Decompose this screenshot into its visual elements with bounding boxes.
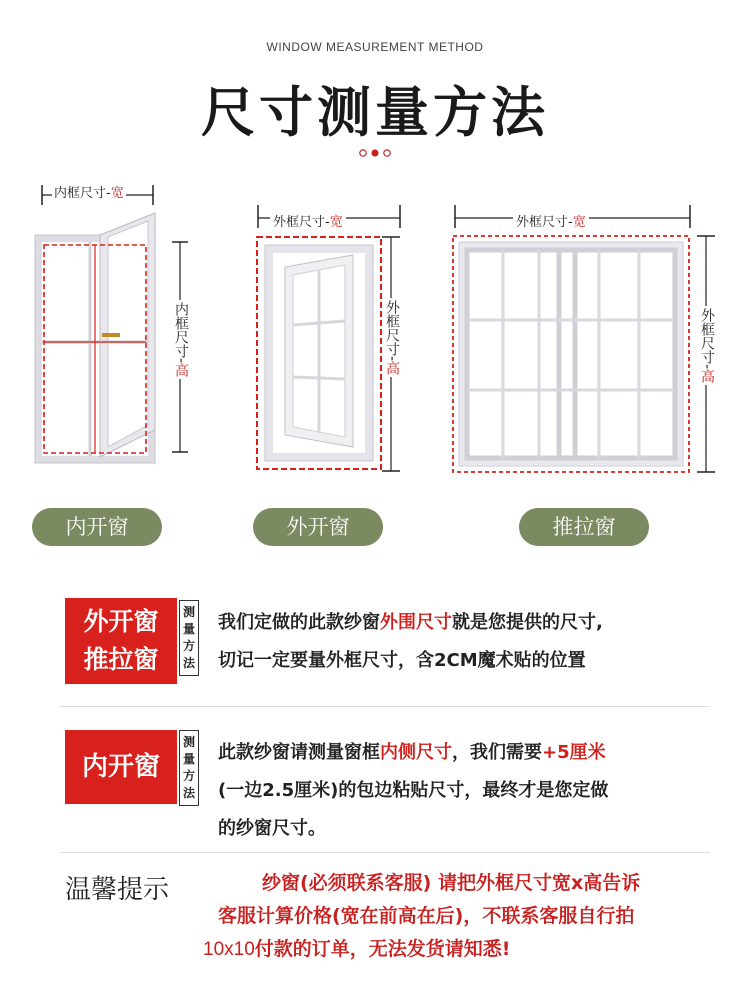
height-label: 外框尺寸-高 [699,308,715,384]
method-1-text: 我们定做的此款纱窗外围尺寸就是您提供的尺寸, 切记一定要量外框尺寸，含2CM魔术贴的位置 [218,612,603,671]
type-pill-inward: 内开窗 [32,508,162,546]
tag-line-2: 推拉窗 [83,645,159,674]
carousel-dots [355,146,395,160]
height-label: 外框尺寸-高 [384,300,400,376]
method-2-text: 此款纱窗请测量窗框内侧尺寸，我们需要+5厘米 (一边2.5厘米)的包边粘贴尺寸，最终才是您定做 的纱窗尺寸。 [218,742,609,839]
dot-1 [360,150,366,156]
width-label: 外框尺寸-宽 [270,211,346,230]
measure-method-tag: 测量方法 [179,730,199,806]
window-diagram-sliding [445,200,735,490]
method-tag-inward: 内开窗 [65,730,177,804]
tip-title: 温馨提示 [65,875,170,905]
tip-line-3: 10x10付款的订单，无法发货请知悉! [203,938,511,960]
divider [60,852,710,853]
inward-window-illustration [30,205,165,465]
measure-method-tag: 测量方法 [179,600,199,676]
height-label: 内框尺寸-高 [173,302,189,378]
page-title: 尺寸测量方法 [201,81,549,144]
tip-line-1: 纱窗(必须联系客服) 请把外框尺寸宽x高告诉 [262,872,641,894]
dot-3 [384,150,390,156]
type-pill-sliding: 推拉窗 [519,508,649,546]
outward-window-illustration [255,235,385,475]
width-label: 外框尺寸-宽 [513,211,589,230]
window-diagram-outward [245,200,435,490]
divider [60,706,710,707]
page-subtitle: WINDOW MEASUREMENT METHOD [266,40,484,54]
sliding-window-illustration [451,234,691,474]
width-label: 内框尺寸-宽 [52,182,126,201]
tag-line-1: 外开窗 [83,607,159,636]
method-tag-outward-sliding [65,598,177,684]
dot-2 [371,149,378,156]
window-diagram-inward [30,175,230,485]
type-pill-outward: 外开窗 [253,508,383,546]
tip-line-2: 客服计算价格(宽在前高在后)，不联系客服自行拍 [218,905,635,927]
